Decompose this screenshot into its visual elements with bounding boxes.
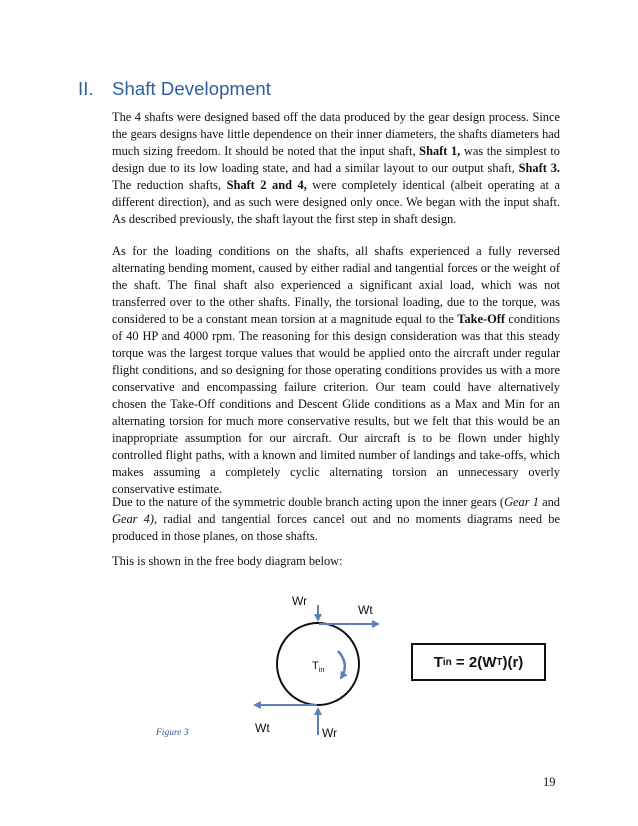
text-run: were completely identical (albeit operating at a different direction), and as such were designed only once. We began with the input shaft. As described previously, the shaft layout the first step in shaft design.: [112, 178, 560, 226]
formula-t-subscript: in: [442, 656, 452, 668]
paragraph-fbd-intro: This is shown in the free body diagram below:: [112, 554, 343, 568]
torque-subscript: in: [318, 665, 325, 675]
text-run: and: [538, 495, 560, 509]
label-wr-top: Wr: [292, 594, 308, 608]
text-run: was the simplest to design due to its low loading state, and had a similar layout to our output shaft,: [112, 144, 560, 175]
paragraph-shaft-design: [112, 109, 560, 228]
paragraph-loading-conditions: [112, 243, 560, 498]
text-run: Due to the nature of the symmetric double branch acting upon the inner gears (: [112, 495, 505, 509]
label-wr-bottom: Wr: [322, 726, 338, 740]
section-title: Shaft Development: [112, 78, 272, 99]
bold-shaft-1: Shaft 1,: [419, 144, 461, 158]
page-number: 19: [543, 775, 556, 789]
section-heading: [78, 78, 271, 100]
bold-shaft-3: Shaft 3.: [518, 161, 560, 175]
section-number: II.: [78, 78, 94, 99]
bold-take-off: Take-Off: [457, 312, 505, 326]
text-run: , radial and tangential forces cancel out and no moments diagrams need be produced in those planes, on those shafts.: [112, 512, 560, 543]
paragraph-symmetric-branch: [112, 494, 560, 545]
italic-gear-4: Gear 4): [112, 512, 154, 526]
torque-symbol: T: [312, 660, 319, 672]
label-wt-bottom: Wt: [255, 721, 270, 735]
text-run: The reduction shafts,: [112, 178, 227, 192]
torque-formula-box: [411, 643, 546, 681]
formula-w-subscript: T: [496, 656, 503, 668]
formula-mid: = 2(W: [451, 653, 497, 671]
text-run: As for the loading conditions on the shafts, all shafts experienced a fully reversed alternating bending moment, caused by either radial and tangential forces or the weight of the shaft. The final shaft also experienced a significant axial load, which was not transferred over to the other shafts. Finally, the torsional loading, due to the torque, was considered to be a constant mean torsion at a magnitude equal to the: [112, 244, 560, 326]
figure-caption: Figure 3: [156, 728, 189, 738]
torque-arrow: [338, 651, 345, 678]
formula-t: T: [433, 653, 443, 671]
label-torque: [312, 660, 325, 674]
text-run: The 4 shafts were designed based off the data produced by the gear design process. Since the gears designs have little dependence on their inner diameters, the shafts diameters had much sizing freedom. It should be noted that the input shaft,: [112, 110, 560, 158]
label-wt-top: Wt: [358, 603, 373, 617]
italic-gear-1: Gear 1: [504, 495, 539, 509]
text-run: conditions of 40 HP and 4000 rpm. The reasoning for this design consideration was that this steady torque was the largest torque values that would be applied onto the aircraft under regular flight conditions, and so designing for those operating conditions provides us with a more conservative and encompassing failure criterion. Our team could have alternatively chosen the Take-Off conditions and Descent Glide conditions as a Max and Min for an alternating torsion for much more conservative results, but we felt that this would be an inappropriate assumption for our aircraft. Our aircraft is to be flown under highly controlled flight paths, with a known and limited number of landings and take-offs, which makes assuming a completely cyclic alternating torsion an unnecessary overly conservative estimate.: [112, 312, 560, 496]
bold-shaft-2-4: Shaft 2 and 4,: [226, 178, 307, 192]
formula-end: )(r): [502, 653, 524, 671]
